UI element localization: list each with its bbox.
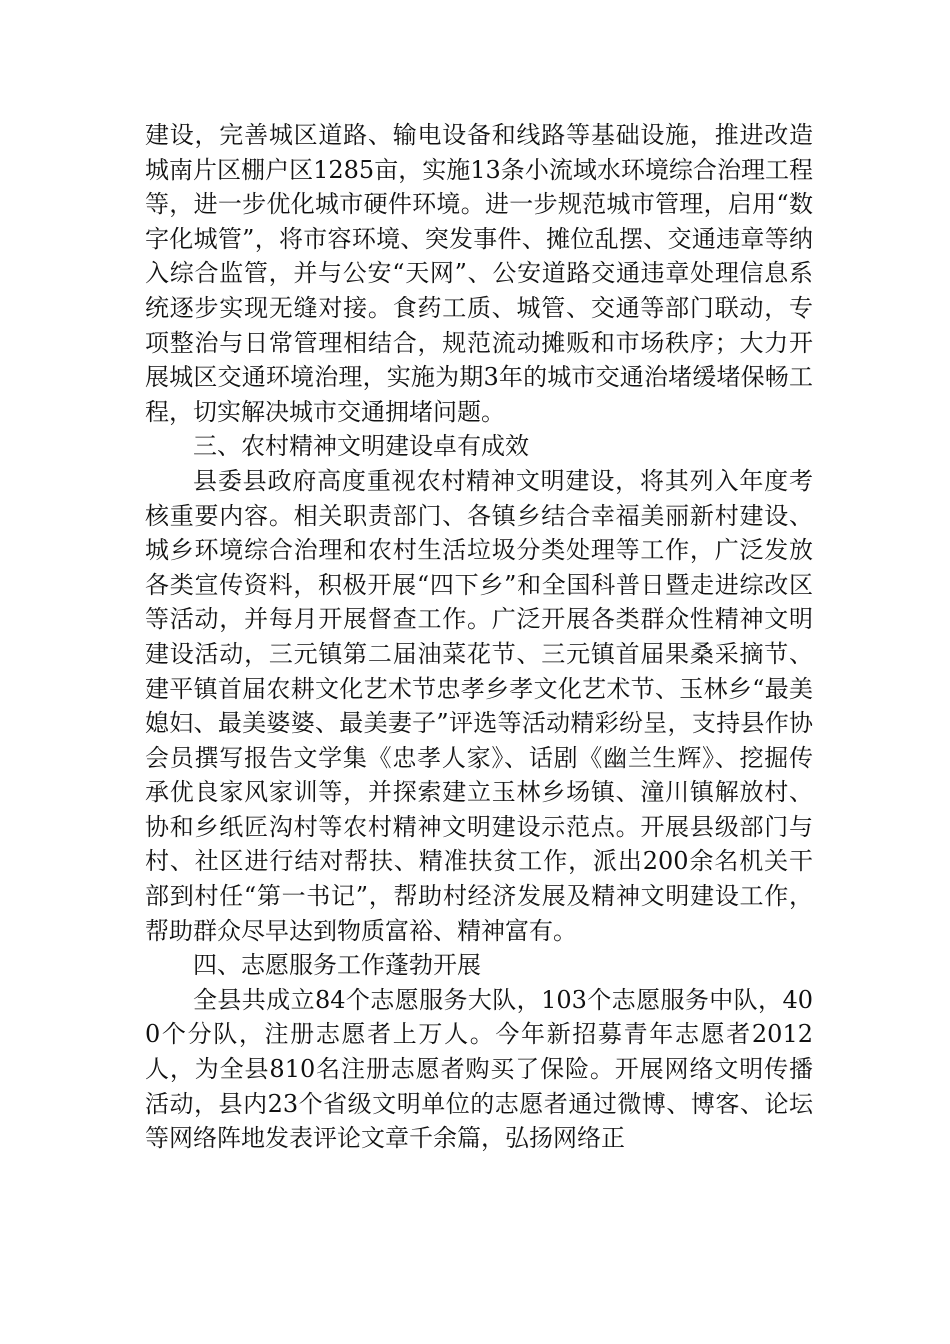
section-heading: 三、农村精神文明建设卓有成效 [193, 432, 529, 461]
body-paragraph: 县委县政府高度重视农村精神文明建设，将其列入年度考核重要内容。相关职责部门、各镇乡结合幸福美丽新村建设、城乡环境综合治理和农村生活垃圾分类处理等工作，广泛发放各类宣传资料，积极开展“四下乡”和全国科普日暨走进综改区等活动，并每月开展督查工作。广泛开展各类群众性精神文明建设活动，三元镇第二届油菜花节、三元镇首届果桑采摘节、建平镇首届农耕文化艺术节忠孝乡孝文化艺术节、玉林乡“最美媳妇、最美婆婆、最美妻子”评选等活动精彩纷呈，支持县作协会员撰写报告文学集《忠孝人家》、话剧《幽兰生辉》、挖掘传承优良家风家训等，并探索建立玉林乡场镇、潼川镇解放村、协和乡纸匠沟村等农村精神文明建设示范点。开展县级部门与村、社区进行结对帮扶、精准扶贫工作，派出200余名机关干部到村任“第一书记”，帮助村经济发展及精神文明建设工作，帮助群众尽早达到物质富裕、精神富有。 [145, 466, 813, 945]
section-heading: 四、志愿服务工作蓬勃开展 [193, 951, 481, 980]
body-paragraph: 全县共成立84个志愿服务大队，103个志愿服务中队，400个分队，注册志愿者上万人。今年新招募青年志愿者2012人，为全县810名注册志愿者购买了保险。开展网络文明传播活动，县内23个省级文明单位的志愿者通过微博、博客、论坛等网络阵地发表评论文章千余篇，弘扬网络正 [145, 985, 813, 1153]
document-page [145, 118, 813, 1156]
body-paragraph: 建设，完善城区道路、输电设备和线路等基础设施，推进改造城南片区棚户区1285亩，实施13条小流域水环境综合治理工程等，进一步优化城市硬件环境。进一步规范城市管理，启用“数字化城管”，将市容环境、突发事件、摊位乱摆、交通违章等纳入综合监管，并与公安“天网”、公安道路交通违章处理信息系统逐步实现无缝对接。食药工质、城管、交通等部门联动，专项整治与日常管理相结合，规范流动摊贩和市场秩序；大力开展城区交通环境治理，实施为期3年的城市交通治堵缓堵保畅工程，切实解决城市交通拥堵问题。 [145, 121, 813, 426]
